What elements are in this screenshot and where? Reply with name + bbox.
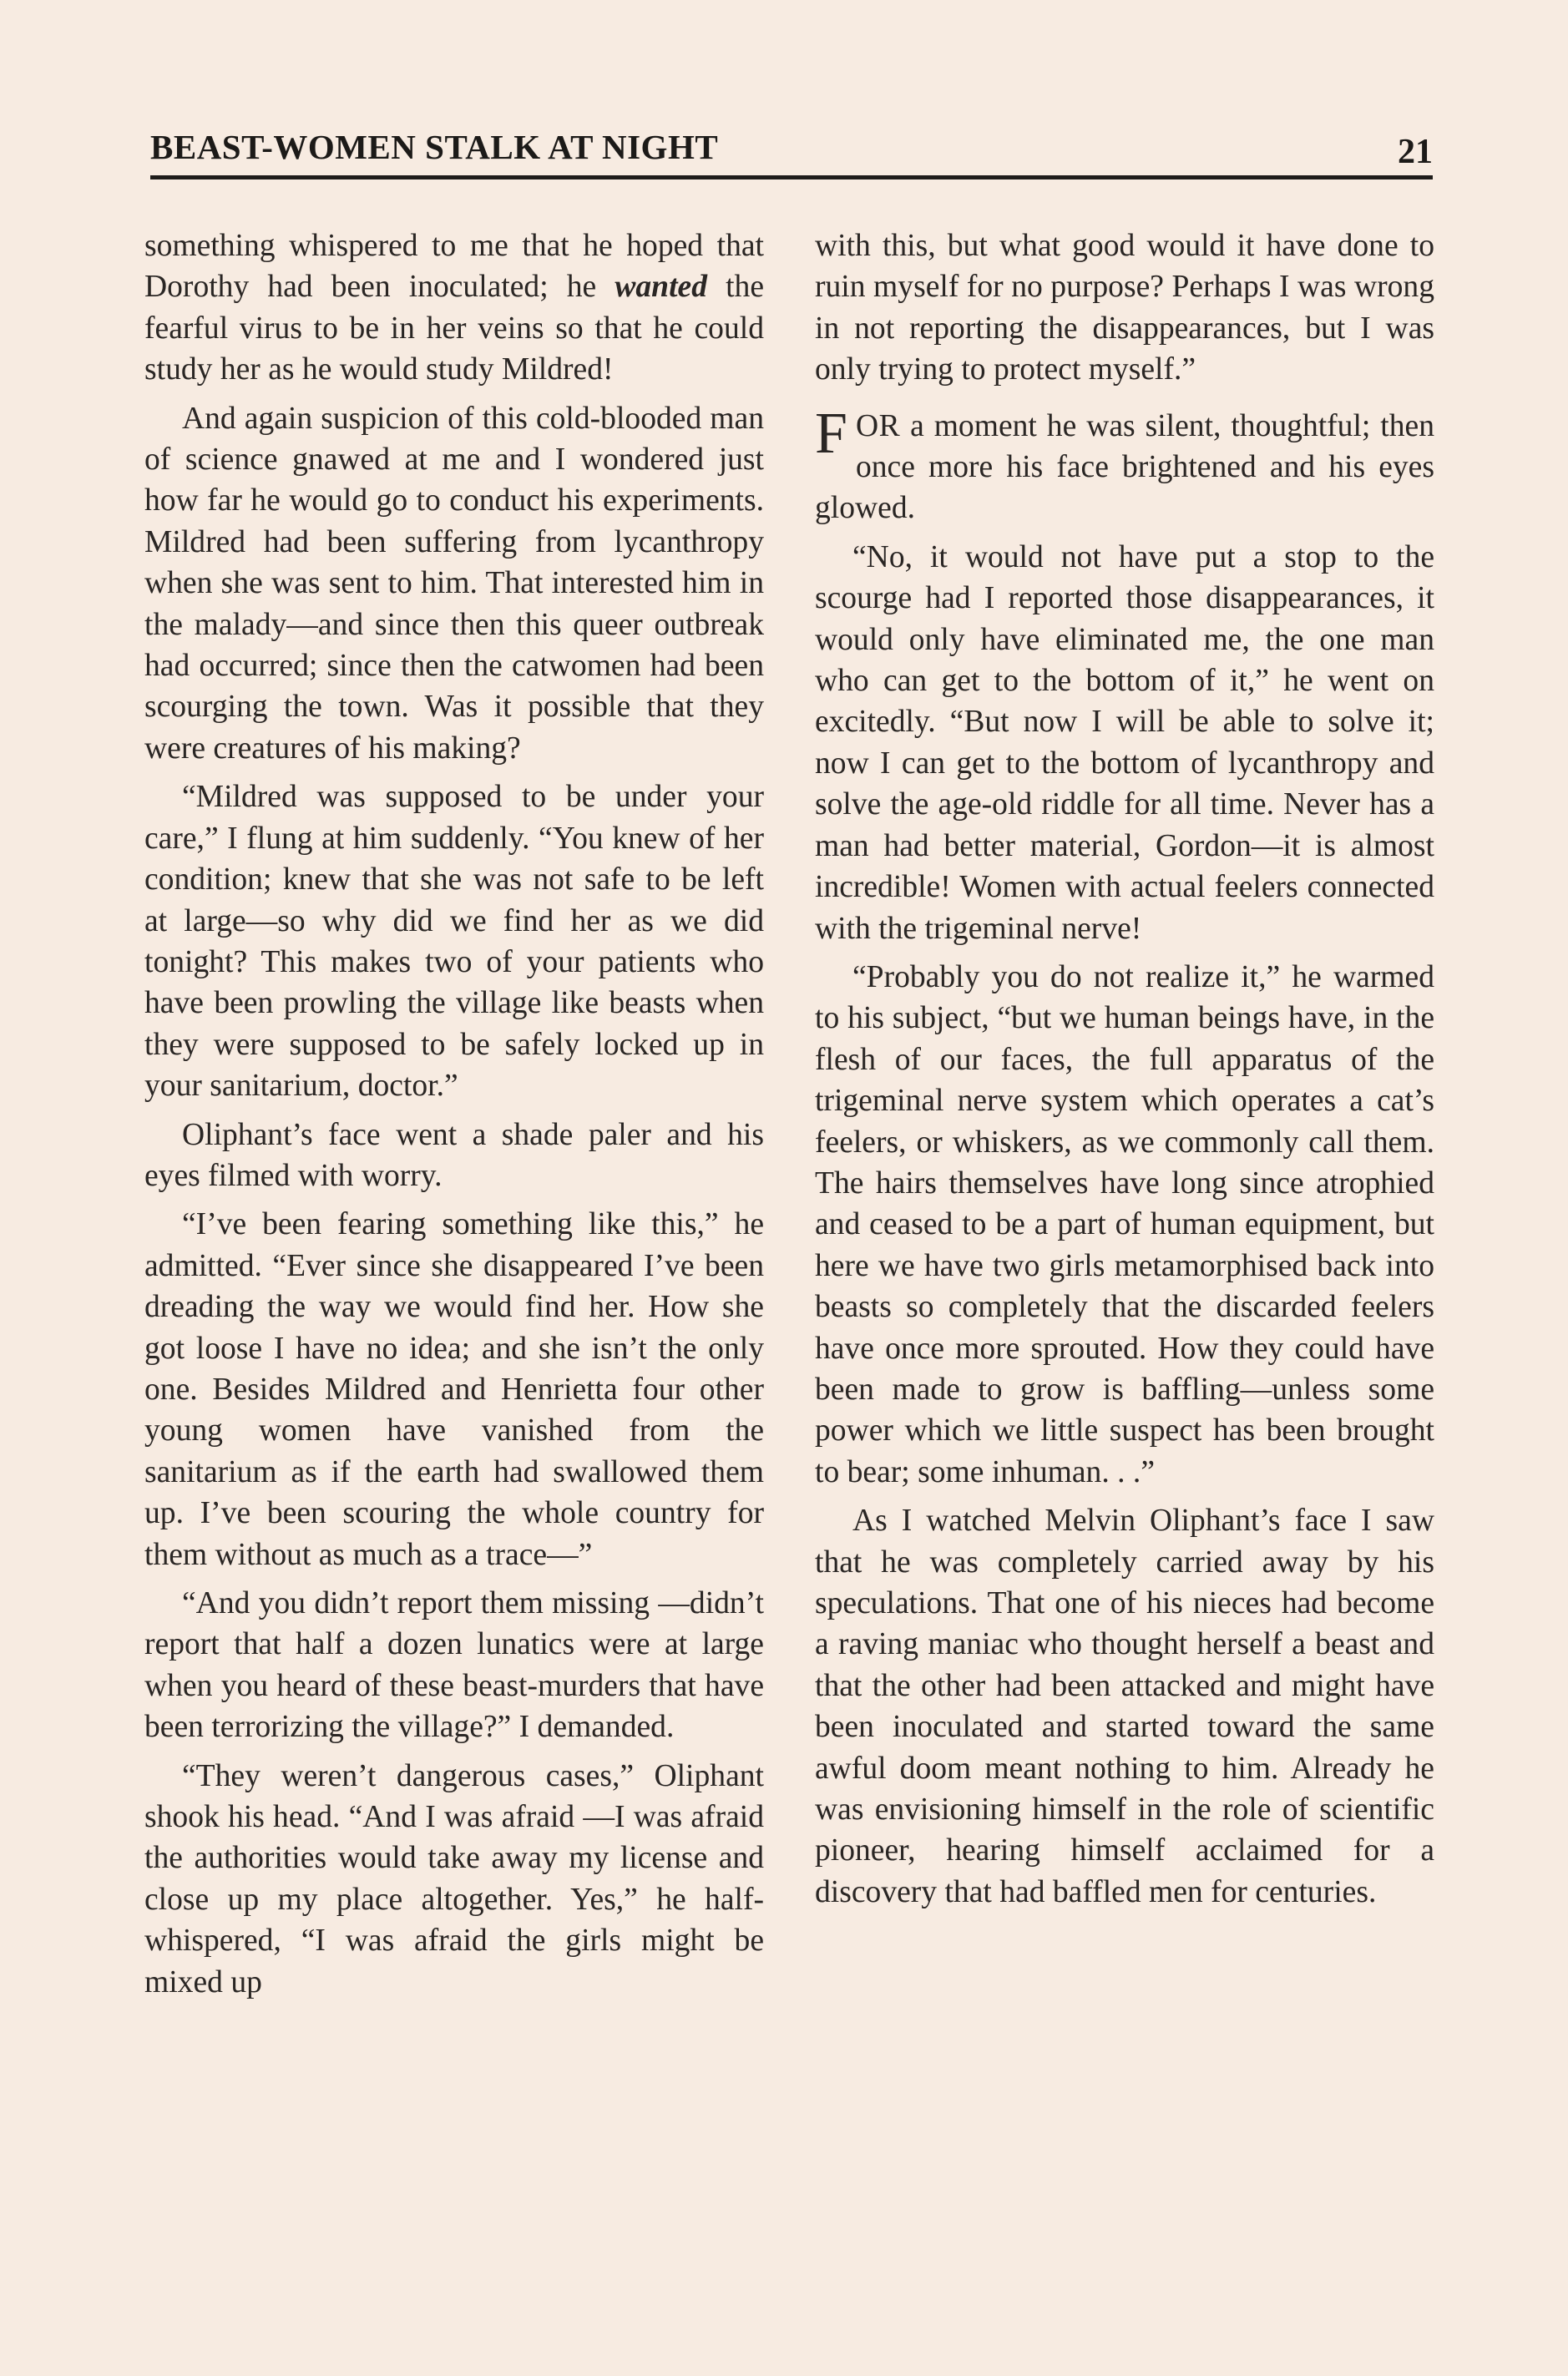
- paragraph: with this, but what good would it have done to ruin myself for no purpose? Perhaps I was wrong in not reporting the disappearances, but I was only trying to protect myself.”: [815, 229, 1434, 387]
- paragraph-text: a moment he was silent, thoughtful; then once more his face brightened and his eyes glowed.: [815, 408, 1434, 526]
- running-title: BEAST-WOMEN STALK AT NIGHT: [150, 128, 719, 166]
- paragraph: “Probably you do not realize it,” he warmed to his subject, “but we human beings have, in the flesh of our faces, the full apparatus of the trigeminal nerve system which operates a cat’s feelers, or whiskers, as we commonly call them. The hairs themselves have long since atrophied and ceased to be a part of human equipment, but here we have two girls metamorphised back into beasts so completely that the discarded feelers have once more sprouted. How they could have been made to grow is baffling—unless some power which we little suspect has been brought to bear; some inhuman. . .”: [815, 959, 1434, 1489]
- paragraph: As I watched Melvin Oliphant’s face I saw that he was completely carried away by his speculations. That one of his nieces had become a raving maniac who thought herself a beast and that the other had been attacked and might have been inoculated and started toward the same awful doom meant nothing to him. Already he was envisioning himself in the role of scientific pioneer, hearing himself acclaimed for a discovery that had baffled men for centuries.: [815, 1504, 1434, 1909]
- paragraph: “They weren’t dangerous cases,” Oliphant shook his head. “And I was afraid —I was afraid the authorities would take away my license and close up my place altogether. Yes,” he half-whispered, “I was afraid the girls might be mixed up: [144, 1758, 764, 1999]
- drop-cap: F: [815, 401, 847, 466]
- paragraph: Oliphant’s face went a shade paler and his eyes filmed with worry.: [144, 1117, 764, 1193]
- small-caps-text: OR: [855, 408, 901, 443]
- emphasis-text: wanted: [615, 270, 707, 305]
- paragraph-text: something whispered to me that he hoped that Dorothy had been inoculated; he: [144, 229, 764, 305]
- page-number: 21: [1398, 133, 1433, 171]
- paragraph: “And you didn’t report them missing —didn’t report that half a dozen lunatics were at large when you heard of these beast-murders that have been terrorizing the village?” I demanded.: [144, 1586, 764, 1745]
- paragraph: And again suspicion of this cold-blooded man of science gnawed at me and I wondered just how far he would go to conduct his experiments. Mildred had been suffering from lycanthropy when she was sent to him. That interested him in the malady—and since then this queer outbreak had occurred; since then the catwomen had been scourging the town. Was it possible that they were creatures of his making?: [144, 401, 764, 766]
- page-header: [150, 125, 1433, 172]
- paragraph: “No, it would not have put a stop to the scourge had I reported those disappearances, it would only have eliminated me, the one man who can get to the bottom of it,” he went on excitedly. “But now I will be able to solve it; now I can get to the bottom of lycanthropy and solve the age-old riddle for all time. Never has a man had better material, Gordon—it is almost incredible! Women with actual feelers connected with the trigeminal nerve!: [815, 539, 1434, 946]
- paragraph: “I’ve been fearing something like this,” he admitted. “Ever since she disappeared I’ve been dreading the way we would find her. How she got loose I have no idea; and she isn’t the only one. Besides Mildred and Henrietta four other young women have vanished from the sanitarium as if the earth had swallowed them up. I’ve been scouring the whole country for them without as much as a trace—”: [144, 1207, 764, 1572]
- left-column: [144, 225, 764, 2229]
- paragraph-with-dropcap: [815, 401, 1434, 529]
- paragraph: “Mildred was supposed to be under your care,” I flung at him suddenly. “You knew of her condition; knew that she was not safe to be left at large—so why did we find her as we did tonight? This makes two of your patients who have been prowling the village like beasts when they were supposed to be safely locked up in your sanitarium, doctor.”: [144, 780, 764, 1104]
- header-rule: [150, 175, 1433, 179]
- paragraph-text: the fearful virus to be in her veins so that he could study her as he would study Mildred!: [144, 270, 764, 387]
- paragraph: [144, 225, 764, 391]
- right-column: [815, 225, 1434, 2229]
- article-body: [144, 225, 1434, 2229]
